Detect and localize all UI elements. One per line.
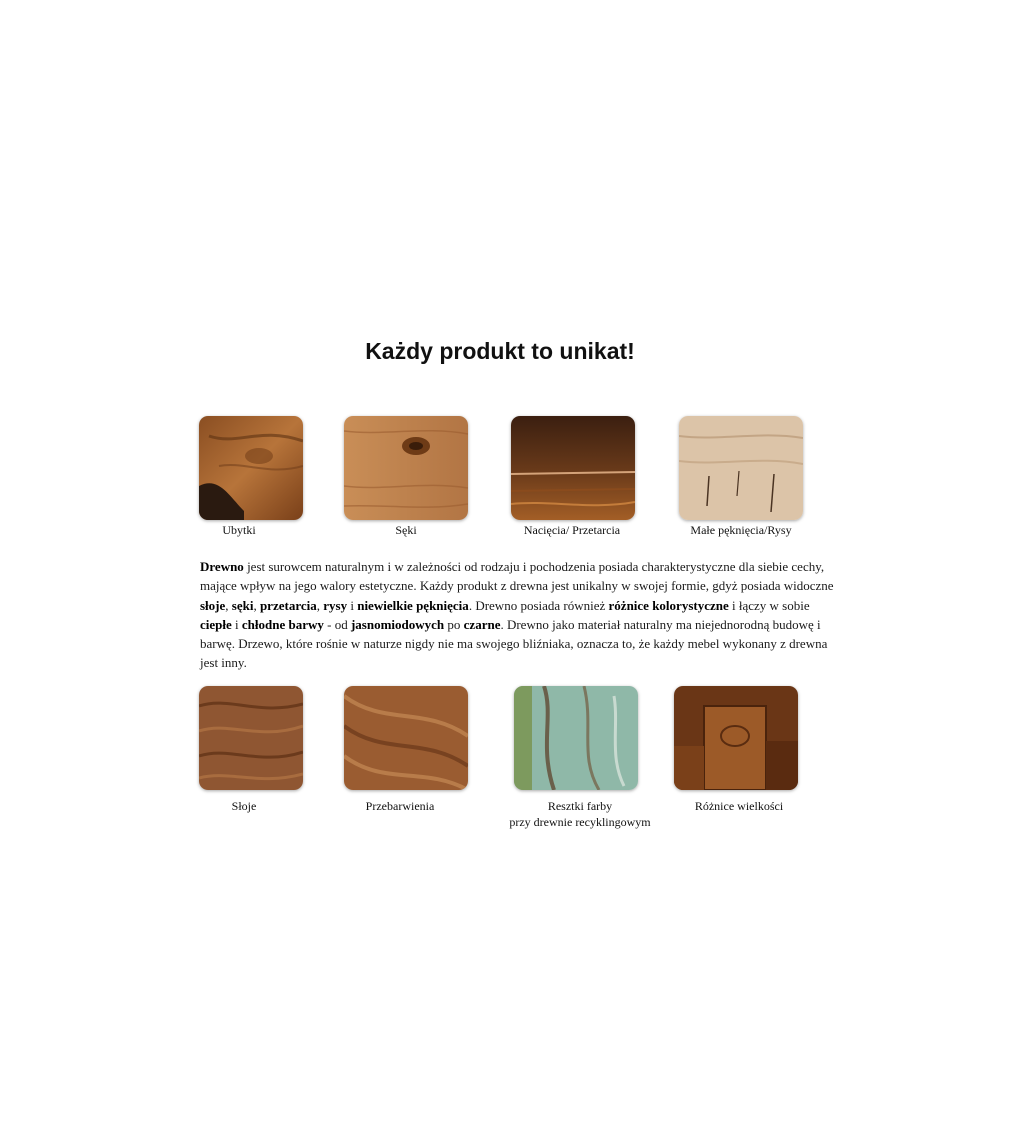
description-paragraph: Drewno jest surowcem naturalnym i w zależności od rodzaju i pochodzenia posiada charakterystyczne dla siebie cechy, mające wpływ na jego walory estetyczne. Każdy produkt z drewna jest unikalny w swojej formie, gdyż posiada widoczne słoje, sęki, przetarcia, rysy i niewielkie pęknięcia. Drewno posiada również różnice kolorystyczne i łączy w sobie ciepłe i chłodne barwy - od jasnomiodowych po czarne. Drewno jako materiał naturalny ma niejednorodną budowę i barwę. Drzewo, które rośnie w naturze nigdy nie ma swojego bliźniaka, oznacza to, że każdy mebel wykonany z drewna jest inny. — [200, 559, 834, 671]
wood-sample-seki — [344, 416, 468, 520]
wood-sample-ubytki — [199, 416, 303, 520]
caption-przebarwienia: Przebarwienia — [365, 799, 435, 813]
page-title: Każdy produkt to unikat! — [365, 338, 635, 364]
caption-sloje: Słoje — [231, 799, 257, 813]
wood-sample-naciecia — [511, 416, 635, 520]
wood-sample-przebarwienia — [344, 686, 468, 790]
wood-sample-resztki-farby — [514, 686, 638, 790]
caption-naciecia: Nacięcia/ Przetarcia — [523, 523, 621, 537]
wood-sample-roznice-wielkosci — [674, 686, 798, 790]
caption-resztki-farby: Resztki farby — [547, 799, 613, 813]
wood-sample-sloje — [199, 686, 303, 790]
caption-pekniecia: Małe pęknięcia/Rysy — [690, 523, 792, 537]
caption-seki: Sęki — [395, 523, 417, 537]
caption-resztki-farby-2: przy drewnie recyklingowym — [509, 815, 651, 829]
wood-sample-pekniecia — [679, 416, 803, 520]
caption-roznice-wielkosci: Różnice wielkości — [694, 799, 784, 813]
caption-ubytki: Ubytki — [222, 523, 256, 537]
